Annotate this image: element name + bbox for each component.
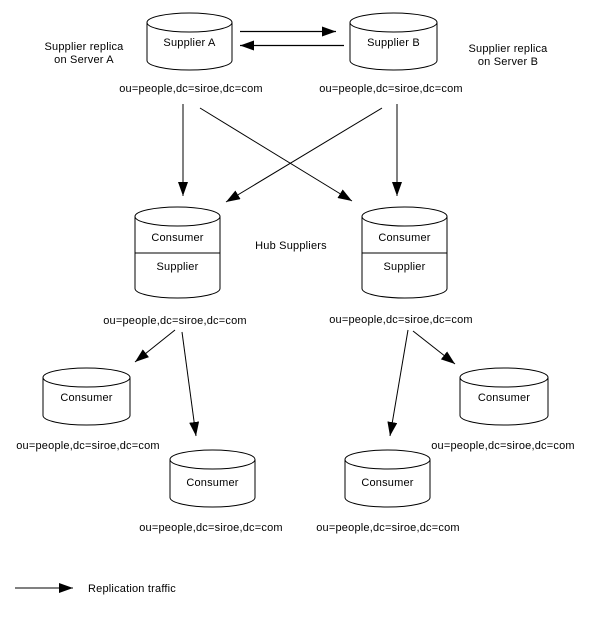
arrow-supplier-a-to-hub-right bbox=[200, 108, 352, 201]
consumer-center-right-label: Consumer bbox=[361, 477, 414, 489]
arrow-supplier-b-to-hub-left bbox=[226, 108, 382, 202]
supplier-a-note-line2: on Server A bbox=[54, 54, 114, 66]
legend-label: Replication traffic bbox=[88, 583, 176, 595]
arrow-hub-left-to-consumer-far-left bbox=[135, 330, 175, 362]
consumer-center-right-suffix: ou=people,dc=siroe,dc=com bbox=[316, 522, 460, 534]
consumer-far-right-label: Consumer bbox=[477, 392, 531, 404]
arrow-hub-left-to-consumer-center-left bbox=[182, 332, 196, 436]
consumer-center-left-node bbox=[170, 450, 255, 507]
cylinder-top bbox=[170, 450, 255, 469]
consumer-far-left-node bbox=[43, 368, 130, 425]
consumer-far-right-node bbox=[460, 368, 548, 425]
hub-right-supplier-label: Supplier bbox=[383, 261, 426, 273]
supplier-b-note-line1: Supplier replica bbox=[468, 43, 548, 55]
arrow-hub-right-to-consumer-far-right bbox=[413, 331, 455, 364]
cylinder-top bbox=[362, 207, 447, 226]
supplier-b-label: Supplier B bbox=[367, 37, 420, 49]
cylinder-top bbox=[460, 368, 548, 387]
supplier-b-node bbox=[350, 13, 437, 70]
legend bbox=[15, 583, 176, 595]
hub-right-consumer-label: Consumer bbox=[378, 232, 431, 244]
hub-right-node bbox=[362, 207, 447, 298]
cylinder-top bbox=[345, 450, 430, 469]
cylinder-top bbox=[43, 368, 130, 387]
consumer-center-left-suffix: ou=people,dc=siroe,dc=com bbox=[139, 522, 283, 534]
arrow-hub-right-to-consumer-center-right bbox=[390, 330, 408, 436]
hub-left-suffix: ou=people,dc=siroe,dc=com bbox=[103, 315, 247, 327]
cylinder-top bbox=[135, 207, 220, 226]
cylinder-top bbox=[147, 13, 232, 32]
hub-left-consumer-label: Consumer bbox=[151, 232, 204, 244]
consumer-far-right-suffix: ou=people,dc=siroe,dc=com bbox=[431, 440, 575, 452]
cylinder-top bbox=[350, 13, 437, 32]
supplier-a-label: Supplier A bbox=[163, 37, 216, 49]
supplier-a-node bbox=[147, 13, 232, 70]
consumer-center-left-label: Consumer bbox=[186, 477, 239, 489]
consumer-far-left-label: Consumer bbox=[60, 392, 113, 404]
consumer-far-left-suffix: ou=people,dc=siroe,dc=com bbox=[16, 440, 160, 452]
consumer-center-right-node bbox=[345, 450, 430, 507]
supplier-b-suffix: ou=people,dc=siroe,dc=com bbox=[319, 83, 463, 95]
supplier-a-note-line1: Supplier replica bbox=[44, 41, 124, 53]
hub-left-node bbox=[135, 207, 220, 298]
supplier-a-suffix: ou=people,dc=siroe,dc=com bbox=[119, 83, 263, 95]
hub-left-supplier-label: Supplier bbox=[156, 261, 199, 273]
hub-suppliers-label: Hub Suppliers bbox=[255, 240, 327, 252]
hub-right-suffix: ou=people,dc=siroe,dc=com bbox=[329, 314, 473, 326]
supplier-b-note-line2: on Server B bbox=[477, 56, 539, 68]
